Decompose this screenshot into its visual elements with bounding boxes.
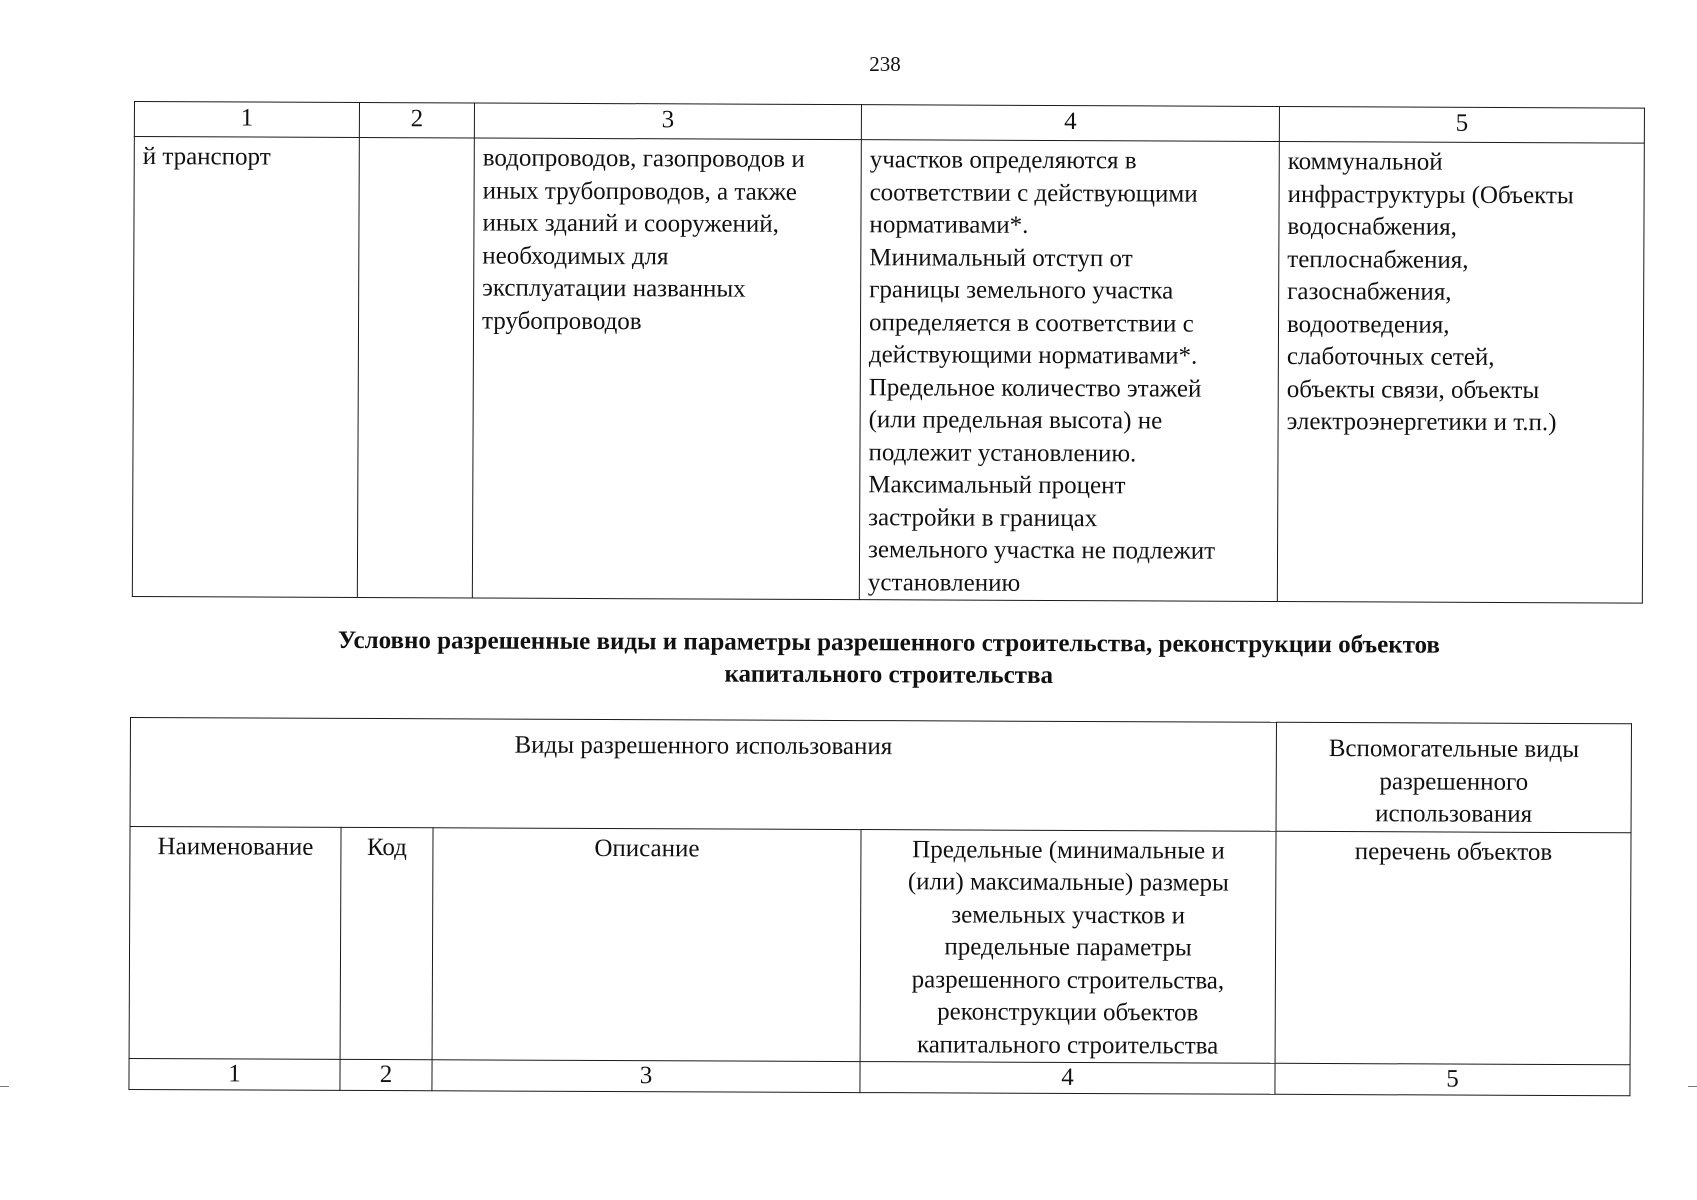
column-number-5: 5 xyxy=(1279,106,1644,143)
conditional-uses-table xyxy=(128,717,1632,1096)
column-number-3: 3 xyxy=(432,1060,860,1093)
cell-name: й транспорт xyxy=(132,137,359,598)
column-header-description: Описание xyxy=(432,827,861,1061)
column-number-row xyxy=(129,1058,1630,1095)
column-number-4: 4 xyxy=(860,1062,1275,1095)
column-number-3: 3 xyxy=(474,103,861,140)
zoning-table-continued xyxy=(132,101,1645,604)
group-header-auxiliary-uses: Вспомогательные виды разрешенного использования xyxy=(1276,722,1631,832)
column-number-2: 2 xyxy=(340,1059,432,1090)
cell-auxiliary-uses: коммунальной инфраструктуры (Объекты водоснабжения, теплоснабжения, газоснабжения, водоотведения, слаботочных сетей, объекты связи, объекты электроэнергетики и т.п.) xyxy=(1277,141,1644,603)
table-row xyxy=(132,137,1644,604)
cell-description: водопроводов, газопроводов и иных трубопроводов, а также иных зданий и сооружений, необходимых для эксплуатации названных трубопроводов xyxy=(472,138,861,600)
column-number-1: 1 xyxy=(134,102,359,138)
column-header-code: Код xyxy=(340,827,433,1060)
column-number-5: 5 xyxy=(1275,1063,1630,1095)
cell-parameters: участков определяются в соответствии с действующими нормативами*. Минимальный отступ от границы земельного участка определяется в соответствии с действующими нормативами*. Предельное количество этажей (или предельная высота) не подлежит установлению. Максимальный процент застройки в границах земельного участка не подлежит установлению xyxy=(859,140,1279,602)
group-header-main-uses: Виды разрешенного использования xyxy=(130,718,1276,831)
column-header-parameters: Предельные (минимальные и (или) максимальные) размеры земельных участков и предельные параметры разрешенного строительства, реконструкции объектов капитального строительства xyxy=(860,829,1276,1063)
page-number: 238 xyxy=(869,52,901,76)
section-title: Условно разрешенные виды и параметры разрешенного строительства, реконструкции объектов капитального строительства xyxy=(337,626,1441,690)
column-number-4: 4 xyxy=(861,105,1279,142)
scan-edge-mark-right xyxy=(1688,1086,1697,1087)
scan-edge-mark-left xyxy=(0,1086,9,1087)
column-number-2: 2 xyxy=(359,102,474,138)
column-header-object-list: перечень объектов xyxy=(1275,831,1631,1065)
column-header-row xyxy=(129,826,1631,1065)
column-header-name: Наименование xyxy=(129,826,341,1059)
group-header-row xyxy=(130,718,1631,833)
column-number-1: 1 xyxy=(129,1058,340,1090)
cell-code xyxy=(357,137,474,597)
